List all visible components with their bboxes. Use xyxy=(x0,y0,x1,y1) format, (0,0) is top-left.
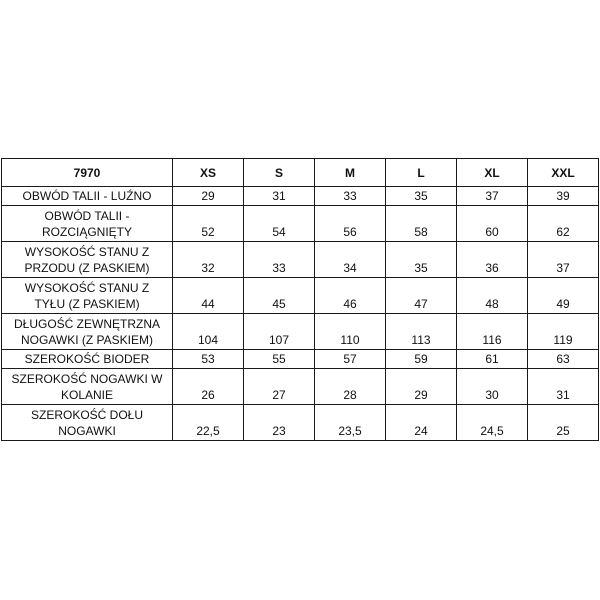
table-cell: 107 xyxy=(244,314,315,350)
product-code-header: 7970 xyxy=(2,159,173,187)
table-row xyxy=(2,369,599,405)
row-label xyxy=(2,242,173,278)
row-label-line: ROZCIĄGNIĘTY xyxy=(41,224,132,239)
size-header-xxl: XXL xyxy=(528,159,599,187)
table-cell: 39 xyxy=(528,187,599,206)
table-cell: 23 xyxy=(244,405,315,441)
table-row xyxy=(2,206,599,242)
table-cell: 47 xyxy=(386,278,457,314)
row-label xyxy=(2,206,173,242)
table-cell: 116 xyxy=(457,314,528,350)
table-cell: 31 xyxy=(528,369,599,405)
table-cell: 59 xyxy=(386,350,457,369)
size-header-s: S xyxy=(244,159,315,187)
table-cell: 35 xyxy=(386,242,457,278)
row-label-line: OBWÓD TALII - xyxy=(44,208,130,223)
table-cell: 36 xyxy=(457,242,528,278)
table-cell: 35 xyxy=(386,187,457,206)
table-cell: 37 xyxy=(528,242,599,278)
table-cell: 49 xyxy=(528,278,599,314)
table-cell: 58 xyxy=(386,206,457,242)
table-cell: 44 xyxy=(173,278,244,314)
table-cell: 45 xyxy=(244,278,315,314)
row-label-line: NOGAWKI xyxy=(58,423,116,438)
row-label-line: PRZODU (Z PASKIEM) xyxy=(24,260,150,275)
size-header-xs: XS xyxy=(173,159,244,187)
table-row xyxy=(2,278,599,314)
table-cell: 22,5 xyxy=(173,405,244,441)
table-cell: 54 xyxy=(244,206,315,242)
table-cell: 113 xyxy=(386,314,457,350)
table-cell: 55 xyxy=(244,350,315,369)
table-cell: 104 xyxy=(173,314,244,350)
row-label-line: TYŁU (Z PASKIEM) xyxy=(34,296,140,311)
table-cell: 53 xyxy=(173,350,244,369)
table-cell: 56 xyxy=(315,206,386,242)
table-cell: 27 xyxy=(244,369,315,405)
size-header-l: L xyxy=(386,159,457,187)
table-cell: 46 xyxy=(315,278,386,314)
table-cell: 33 xyxy=(315,187,386,206)
table-cell: 24 xyxy=(386,405,457,441)
table-cell: 60 xyxy=(457,206,528,242)
row-label-line: OBWÓD TALII - LUŹNO xyxy=(22,189,152,203)
row-label-line: DŁUGOŚĆ ZEWNĘTRZNA xyxy=(13,316,160,331)
row-label xyxy=(2,369,173,405)
table-cell: 25 xyxy=(528,405,599,441)
table-cell: 30 xyxy=(457,369,528,405)
size-header-xl: XL xyxy=(457,159,528,187)
table-cell: 37 xyxy=(457,187,528,206)
table-cell: 24,5 xyxy=(457,405,528,441)
row-label xyxy=(2,405,173,441)
table-cell: 33 xyxy=(244,242,315,278)
size-header-m: M xyxy=(315,159,386,187)
table-row xyxy=(2,187,599,206)
table-row xyxy=(2,405,599,441)
table-cell: 62 xyxy=(528,206,599,242)
table-cell: 29 xyxy=(173,187,244,206)
table-cell: 110 xyxy=(315,314,386,350)
size-chart-table xyxy=(1,158,599,441)
row-label xyxy=(2,350,173,369)
table-row xyxy=(2,242,599,278)
row-label-line: WYSOKOŚĆ STANU Z xyxy=(24,244,150,259)
table-cell: 63 xyxy=(528,350,599,369)
row-label-line: KOLANIE xyxy=(60,387,114,402)
table-cell: 57 xyxy=(315,350,386,369)
header-row xyxy=(2,159,599,187)
table-row xyxy=(2,314,599,350)
table-cell: 61 xyxy=(457,350,528,369)
table-cell: 28 xyxy=(315,369,386,405)
row-label-line: SZEROKOŚĆ NOGAWKI W xyxy=(11,371,163,386)
table-cell: 34 xyxy=(315,242,386,278)
table-cell: 32 xyxy=(173,242,244,278)
table-cell: 26 xyxy=(173,369,244,405)
table-cell: 29 xyxy=(386,369,457,405)
table-row xyxy=(2,350,599,369)
table-cell: 52 xyxy=(173,206,244,242)
row-label xyxy=(2,278,173,314)
row-label xyxy=(2,187,173,206)
row-label xyxy=(2,314,173,350)
table-cell: 48 xyxy=(457,278,528,314)
table-cell: 119 xyxy=(528,314,599,350)
row-label-line: SZEROKOŚĆ DOŁU xyxy=(30,407,144,422)
row-label-line: SZEROKOŚĆ BIODER xyxy=(24,352,150,366)
table-cell: 31 xyxy=(244,187,315,206)
row-label-line: WYSOKOŚĆ STANU Z xyxy=(24,280,150,295)
table-cell: 23,5 xyxy=(315,405,386,441)
row-label-line: NOGAWKI (Z PASKIEM) xyxy=(20,332,153,347)
